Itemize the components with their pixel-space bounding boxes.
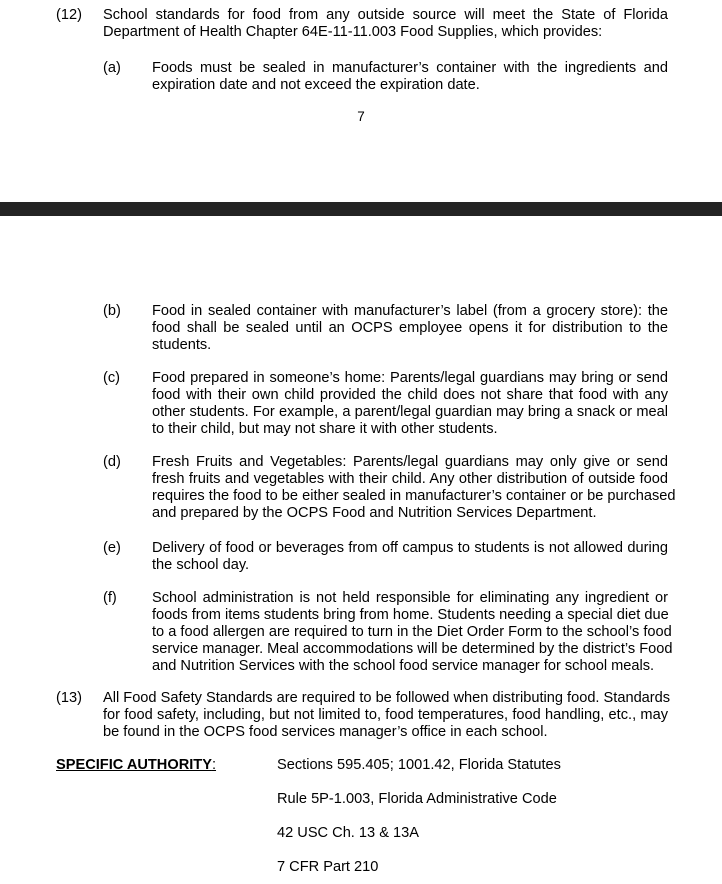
text-line: foods from items students bring from home. Students needing a special diet due — [152, 607, 669, 623]
text-line: food with their own child provided the child does not share that food with any — [152, 387, 668, 403]
item-b-label: (b) — [103, 303, 121, 319]
section-12-number: (12) — [56, 7, 82, 23]
text-line: and prepared by the OCPS Food and Nutrition Services Department. — [152, 505, 597, 521]
text-line: Delivery of food or beverages from off campus to students is not allowed during — [152, 540, 668, 556]
page-break-bar — [0, 202, 722, 216]
text-line: Foods must be sealed in manufacturer’s container with the ingredients and — [152, 60, 668, 76]
text-line: Department of Health Chapter 64E-11-11.003 Food Supplies, which provides: — [103, 24, 603, 40]
text-line: expiration date and not exceed the expiration date. — [152, 77, 480, 93]
text-line: All Food Safety Standards are required to be followed when distributing food. Standards — [103, 690, 671, 706]
text-line: Fresh Fruits and Vegetables: Parents/legal guardians may only give or send — [152, 454, 668, 470]
text-line: be found in the OCPS food services manager’s office in each school. — [103, 724, 548, 740]
authority-item: Sections 595.405; 1001.42, Florida Statutes — [277, 757, 561, 773]
item-f-text — [152, 590, 673, 675]
text-line: students. — [152, 337, 212, 353]
item-e-text — [152, 540, 668, 574]
page-number: 7 — [357, 109, 365, 124]
text-line: the school day. — [152, 557, 250, 573]
text-line: Food prepared in someone’s home: Parents/legal guardians may bring or send — [152, 370, 668, 386]
authority-item: Rule 5P-1.003, Florida Administrative Code — [277, 791, 557, 807]
specific-authority-colon: : — [211, 757, 217, 773]
text-line: School administration is not held responsible for eliminating any ingredient or — [152, 590, 668, 606]
item-e-label: (e) — [103, 540, 121, 556]
text-line: for food safety, including, but not limited to, food temperatures, food handling, etc., may — [103, 707, 668, 723]
specific-authority-heading — [56, 757, 216, 774]
item-c-label: (c) — [103, 370, 121, 386]
text-line: Food in sealed container with manufacturer’s label (from a grocery store): the — [152, 303, 668, 319]
text-line: service manager. Meal accommodations will be determined by the district’s Food — [152, 641, 673, 657]
text-line: to their child, but may not share it with other students. — [152, 421, 498, 437]
authority-item: 42 USC Ch. 13 & 13A — [277, 825, 419, 841]
item-d-text — [152, 454, 676, 522]
item-a-label: (a) — [103, 60, 121, 76]
section-13-text — [103, 690, 671, 741]
section-12-text — [103, 7, 668, 41]
text-line: to a food allergen are required to turn in the Diet Order Form to the school’s food — [152, 624, 672, 640]
item-b-text — [152, 303, 668, 354]
text-line: fresh fruits and vegetables with their child. Any other distribution of outside food — [152, 471, 668, 487]
item-f-label: (f) — [103, 590, 117, 606]
text-line: School standards for food from any outside source will meet the State of Florida — [103, 7, 668, 23]
text-line: food shall be sealed until an OCPS employee opens it for distribution to the — [152, 320, 668, 336]
authority-item: 7 CFR Part 210 — [277, 859, 379, 875]
text-line: other students. For example, a parent/legal guardian may bring a snack or meal — [152, 404, 668, 420]
item-c-text — [152, 370, 668, 438]
item-d-label: (d) — [103, 454, 121, 470]
text-line: requires the food to be either sealed in manufacturer’s container or be purchased — [152, 488, 676, 504]
specific-authority-label: SPECIFIC AUTHORITY — [56, 757, 212, 773]
item-a-text — [152, 60, 668, 94]
section-13-number: (13) — [56, 690, 82, 706]
text-line: and Nutrition Services with the school food service manager for school meals. — [152, 658, 655, 674]
